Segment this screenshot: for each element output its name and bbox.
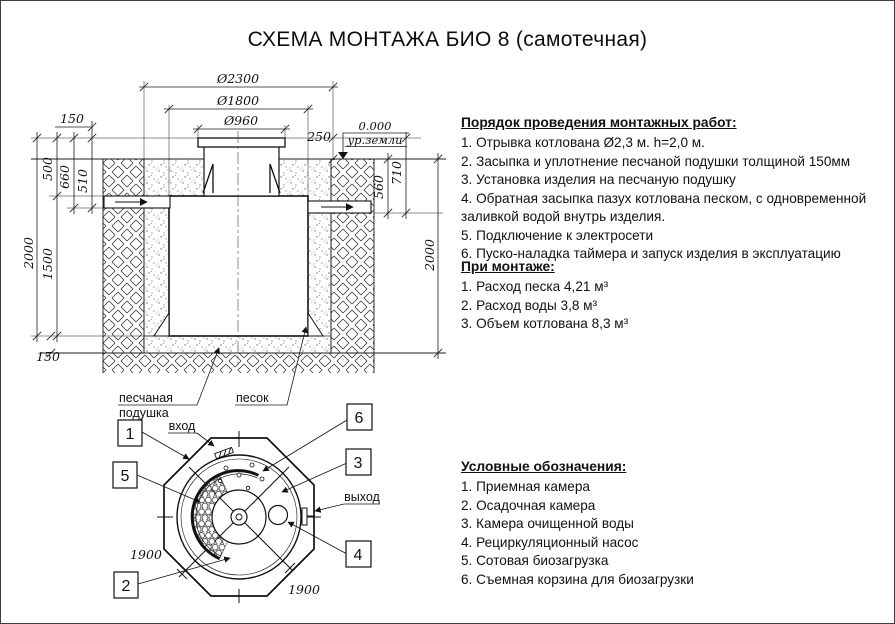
legend-item: 4. Рециркуляционный насос xyxy=(461,534,639,550)
installation-steps-block xyxy=(461,115,889,264)
sand-cushion-label-1: песчаная xyxy=(119,391,173,405)
montage-item: 2. Расход воды 3,8 м³ xyxy=(461,297,598,313)
level-value: 0.000 xyxy=(358,119,392,133)
ground-level-mark xyxy=(338,119,409,159)
left-dimensions xyxy=(33,121,96,357)
montage-consumption-block xyxy=(461,259,889,334)
dim-150-top: 150 xyxy=(60,111,84,126)
level-caption: ур.земли xyxy=(347,133,403,147)
dim-2000-left: 2000 xyxy=(21,237,36,269)
dim-710: 710 xyxy=(389,161,404,185)
step-item: 4. Обратная засыпка пазух котлована песком, с одновременной заливкой водой внутрь изделия. xyxy=(461,190,867,224)
callout-4: 4 xyxy=(353,547,363,564)
dim-500: 500 xyxy=(40,157,55,181)
dim-250-label: 250 xyxy=(307,129,331,144)
montage-item: 3. Объем котлована 8,3 м³ xyxy=(461,316,629,331)
step-item: 5. Подключение к электросети xyxy=(461,227,654,243)
recirculation-pump xyxy=(269,506,288,525)
callout-3: 3 xyxy=(353,455,363,472)
callout-1: 1 xyxy=(125,426,135,443)
legend-heading: Условные обозначения: xyxy=(461,459,627,474)
inlet-pipe xyxy=(104,196,170,208)
dim-pit-diameter: Ø2300 xyxy=(216,71,260,86)
sand-cushion-label-2: подушка xyxy=(119,406,169,420)
dim-1900-left: 1900 xyxy=(130,547,162,562)
dim-2000-right: 2000 xyxy=(422,239,437,271)
callout-2: 2 xyxy=(121,578,131,595)
outlet-pipe xyxy=(308,201,371,213)
dim-tank-diameter: Ø1800 xyxy=(216,93,260,108)
step-item: 2. Засыпка и уплотнение песчаной подушки толщиной 150мм xyxy=(461,153,851,169)
legend-item: 2. Осадочная камера xyxy=(461,497,596,513)
callout-6: 6 xyxy=(354,410,364,427)
dim-510: 510 xyxy=(75,169,90,193)
center-port xyxy=(231,509,247,525)
dim-1900-bottom: 1900 xyxy=(288,582,320,597)
legend-item: 5. Сотовая биозагрузка xyxy=(461,553,609,568)
legend-item: 6. Съемная корзина для биозагрузки xyxy=(461,571,694,587)
montage-heading: При монтаже: xyxy=(461,259,555,274)
tank-neck xyxy=(204,146,279,196)
dim-560: 560 xyxy=(371,175,386,199)
legend-item: 3. Камера очищенной воды xyxy=(461,516,634,531)
callout-5: 5 xyxy=(120,468,130,485)
step-item: 1. Отрывка котлована Ø2,3 м. h=2,0 м. xyxy=(461,135,705,150)
legend-item: 1. Приемная камера xyxy=(461,479,590,494)
cross-section-view xyxy=(21,71,446,420)
dim-660: 660 xyxy=(57,165,72,189)
outlet-label: выход xyxy=(344,490,380,504)
step-item: 6. Пуско-наладка таймера и запуск изделия в эксплуатацию xyxy=(461,246,841,261)
legend-block xyxy=(461,459,889,589)
installation-steps-heading: Порядок проведения монтажных работ: xyxy=(461,115,737,130)
step-item: 3. Установка изделия на песчаную подушку xyxy=(461,172,736,187)
dim-neck-diameter: Ø960 xyxy=(223,113,259,128)
outlet-leader xyxy=(315,504,344,511)
montage-item: 1. Расход песка 4,21 м³ xyxy=(461,279,609,294)
inlet-label: вход xyxy=(168,419,196,433)
dim-150-cushion: 150 xyxy=(36,349,60,364)
page-title: СХЕМА МОНТАЖА БИО 8 (самотечная) xyxy=(247,28,648,51)
sand-label: песок xyxy=(236,391,269,405)
plan-view xyxy=(113,404,381,603)
tank-cover xyxy=(198,138,285,147)
dim-1500: 1500 xyxy=(40,248,55,280)
